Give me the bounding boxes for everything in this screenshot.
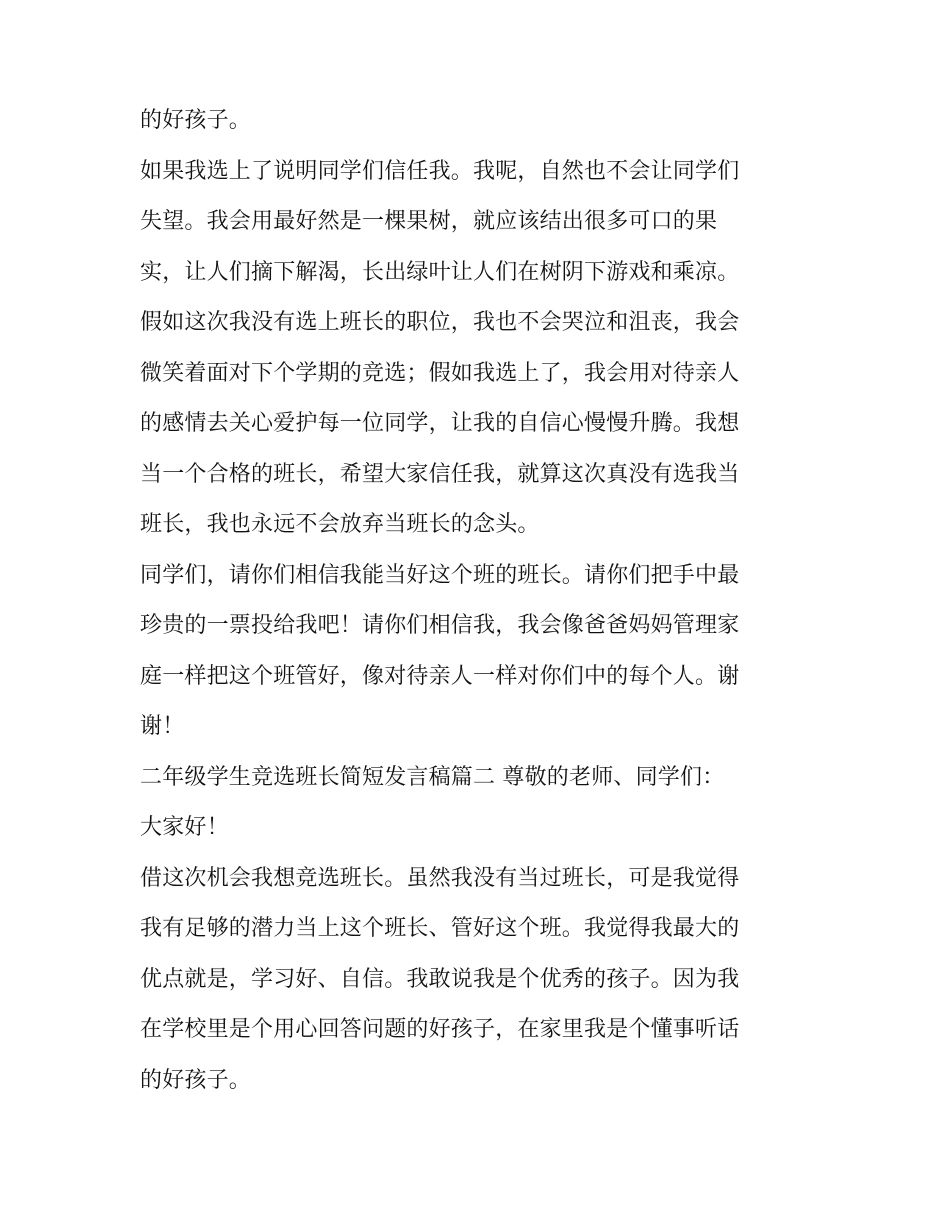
text-line: 在学校里是个用心回答问题的好孩子，在家里我是个懂事听话 (140, 1017, 740, 1042)
text-line: 实，让人们摘下解渴，长出绿叶让人们在树阴下游戏和乘凉。 (140, 259, 740, 285)
text-line: 班长，我也永远不会放弃当班长的念头。 (140, 512, 540, 537)
section-heading-line: 二年级学生竞选班长简短发言稿篇二 尊敬的老师、同学们： (140, 764, 725, 790)
text-line: 的好孩子。 (140, 108, 252, 133)
text-line: 失望。我会用最好然是一棵果树，就应该结出很多可口的果 (140, 209, 718, 234)
text-line: 庭一样把这个班管好，像对待亲人一样对你们中的每个人。谢 (140, 663, 740, 689)
text-line: 优点就是，学习好、自信。我敢说我是个优秀的孩子。因为我 (140, 966, 740, 992)
text-line: 我有足够的潜力当上这个班长、管好这个班。我觉得我最大的 (140, 916, 740, 941)
text-line: 同学们，请你们相信我能当好这个班的班长。请你们把手中最 (140, 562, 740, 588)
text-line: 当一个合格的班长，希望大家信任我，就算这次真没有选我当 (140, 461, 740, 487)
text-line: 珍贵的一票投给我吧！请你们相信我，我会像爸爸妈妈管理家 (140, 613, 740, 638)
text-line: 借这次机会我想竞选班长。虽然我没有当过班长，可是我觉得 (140, 865, 740, 891)
text-line: 微笑着面对下个学期的竞选；假如我选上了，我会用对待亲人 (140, 360, 740, 386)
text-line: 的好孩子。 (140, 1067, 252, 1093)
greeting-line: 大家好！ (140, 815, 229, 840)
text-line: 如果我选上了说明同学们信任我。我呢，自然也不会让同学们 (140, 158, 740, 184)
text-line: 假如这次我没有选上班长的职位，我也不会哭泣和沮丧，我会 (140, 310, 740, 335)
text-line: 谢！ (140, 714, 185, 739)
speech-text (140, 108, 820, 1118)
text-line: 的感情去关心爱护每一位同学，让我的自信心慢慢升腾。我想 (140, 411, 740, 436)
